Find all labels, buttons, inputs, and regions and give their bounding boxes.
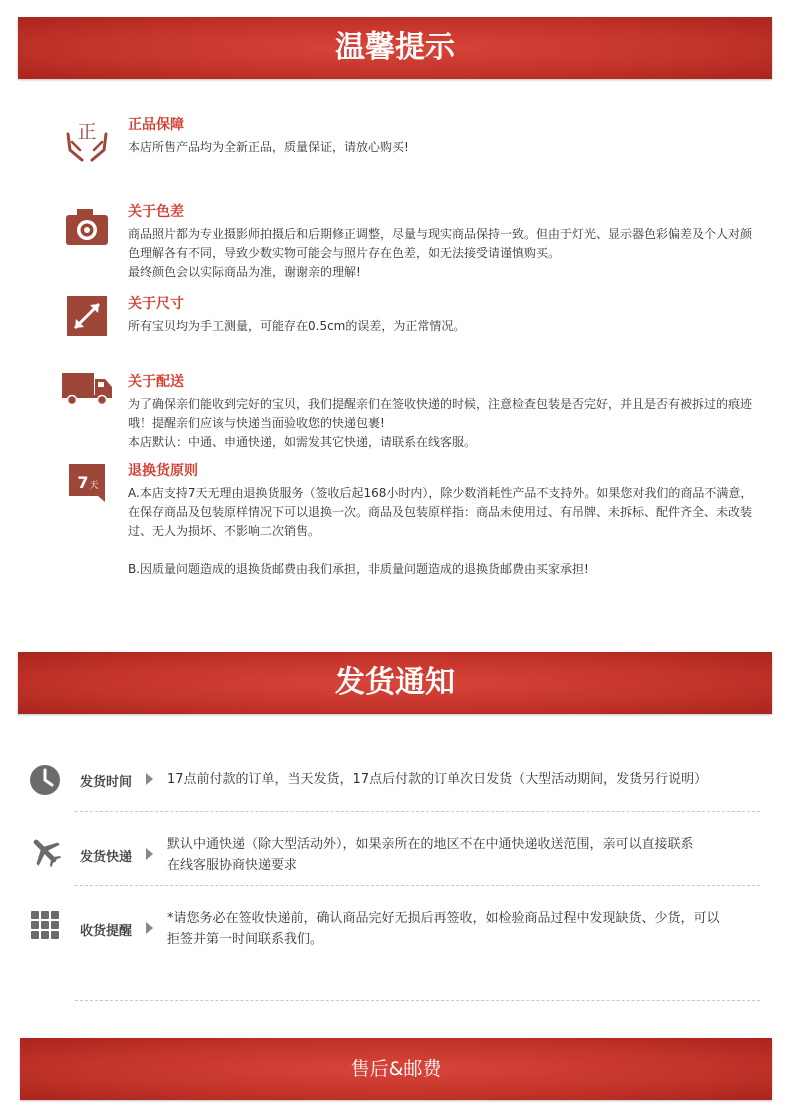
tip-title: 退换货原则 bbox=[128, 463, 198, 479]
camera-icon bbox=[60, 203, 114, 251]
shipping-label: 发货快递 bbox=[80, 850, 133, 865]
clock-icon bbox=[28, 763, 62, 797]
divider bbox=[75, 885, 760, 886]
triangle-right-icon bbox=[146, 922, 153, 934]
tip-title: 关于尺寸 bbox=[128, 296, 184, 312]
tip-genuine bbox=[60, 116, 760, 176]
tip-title: 关于配送 bbox=[128, 374, 184, 390]
tip-text: 商品照片都为专业摄影师拍摄后和后期修正调整，尽量与现实商品保持一致。但由于灯光、显示器色彩偏差及个人对颜色理解各有不同，导致少数实物可能会与照片存在色差，如无法接受请谨慎购买。 最终颜色会以实际商品为准，谢谢亲的理解! bbox=[128, 227, 753, 279]
resize-arrow-icon bbox=[60, 295, 114, 343]
shipping-courier-row bbox=[28, 834, 768, 878]
receiving-reminder-row bbox=[28, 908, 768, 952]
triangle-right-icon bbox=[146, 848, 153, 860]
shipping-label: 收货提醒 bbox=[80, 924, 133, 939]
shipping-time-row bbox=[28, 763, 768, 803]
tip-title: 关于色差 bbox=[128, 204, 184, 220]
tips-banner-title: 温馨提示 bbox=[335, 30, 455, 65]
tip-text: 本店所售产品均为全新正品，质量保证，请放心购买! bbox=[128, 140, 409, 154]
shipping-label: 发货时间 bbox=[80, 775, 133, 790]
tip-color bbox=[60, 203, 760, 283]
aftersale-banner-title: 售后&邮费 bbox=[350, 1058, 442, 1080]
tip-returns bbox=[60, 462, 760, 592]
shipping-banner-title: 发货通知 bbox=[335, 665, 455, 700]
calendar-7day-icon bbox=[60, 462, 114, 510]
svg-text:正: 正 bbox=[77, 121, 97, 143]
shipping-text: *请您务必在签收快递前，确认商品完好无损后再签收，如检验商品过程中发现缺货、少货，可以 拒签并第一时间联系我们。 bbox=[167, 911, 720, 947]
shipping-text: 默认中通快递（除大型活动外），如果亲所在的地区不在中通快递收送范围，亲可以直接联系 在线客服协商快递要求 bbox=[167, 837, 694, 873]
tip-delivery bbox=[60, 373, 760, 453]
aftersale-banner bbox=[20, 1038, 772, 1100]
airplane-icon bbox=[28, 834, 62, 868]
grid-icon bbox=[28, 908, 62, 942]
divider bbox=[75, 811, 760, 812]
tip-title: 正品保障 bbox=[128, 117, 184, 133]
svg-text:天: 天 bbox=[89, 481, 99, 491]
tip-text: 所有宝贝均为手工测量，可能存在0.5cm的误差，为正常情况。 bbox=[128, 319, 466, 333]
shipping-banner bbox=[18, 652, 772, 714]
tip-text: A.本店支持7天无理由退换货服务（签收后起168小时内），除少数消耗性产品不支持外。如果您对我们的商品不满意，在保存商品及包装原样情况下可以退换一次。商品及包装原样指：商品未使用过、有吊牌、未拆标、配件齐全、未改装过、无人为损坏、不影响二次销售。 B.因质量问题造成的退换货邮费由我们承担，非质量问题造成的退换货邮费由买家承担! bbox=[128, 486, 753, 576]
tip-size bbox=[60, 295, 760, 345]
tips-banner bbox=[18, 17, 772, 79]
triangle-right-icon bbox=[146, 773, 153, 785]
svg-text:7: 7 bbox=[77, 473, 89, 492]
divider bbox=[75, 1000, 760, 1001]
shipping-text: 17点前付款的订单，当天发货，17点后付款的订单次日发货（大型活动期间，发货另行说明） bbox=[167, 772, 708, 787]
tip-text: 为了确保亲们能收到完好的宝贝，我们提醒亲们在签收快递的时候，注意检查包装是否完好，并且是否有被拆过的痕迹哦！提醒亲们应该与快递当面验收您的快递包裹! 本店默认：中通、申通快递，如需发其它快递，请联系在线客服。 bbox=[128, 397, 753, 449]
hands-genuine-icon bbox=[60, 116, 114, 164]
truck-icon bbox=[60, 373, 114, 421]
